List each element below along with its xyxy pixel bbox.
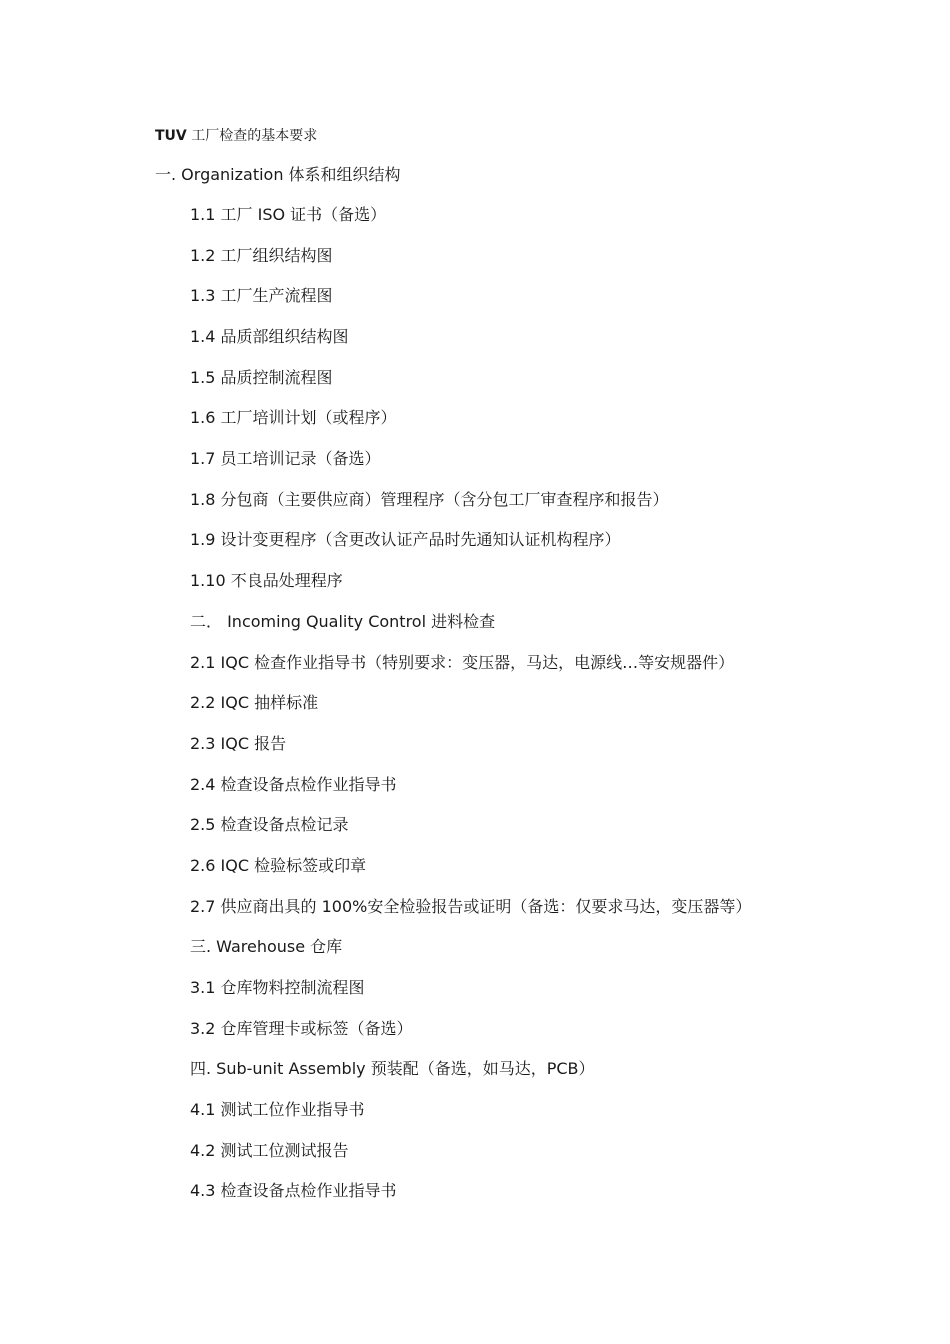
- list-item: 1.4 品质部组织结构图: [190, 327, 349, 346]
- list-item: 2.6 IQC 检验标签或印章: [190, 856, 367, 875]
- title-rest: 工厂检查的基本要求: [186, 128, 318, 144]
- section-heading-sub-unit-assembly: 四. Sub-unit Assembly 预装配（备选，如马达，PCB）: [190, 1059, 595, 1078]
- list-item: 1.9 设计变更程序（含更改认证产品时先通知认证机构程序）: [190, 530, 621, 549]
- section-heading-incoming-quality: 二． Incoming Quality Control 进料检查: [190, 612, 496, 631]
- list-item: 1.6 工厂培训计划（或程序）: [190, 408, 397, 427]
- list-item: 4.2 测试工位测试报告: [190, 1141, 349, 1160]
- list-item: 1.5 品质控制流程图: [190, 368, 333, 387]
- list-item: 1.10 不良品处理程序: [190, 571, 343, 590]
- list-item: 2.3 IQC 报告: [190, 734, 287, 753]
- list-item: 1.7 员工培训记录（备选）: [190, 449, 381, 468]
- list-item: 3.2 仓库管理卡或标签（备选）: [190, 1019, 413, 1038]
- list-item: 2.1 IQC 检查作业指导书（特别要求：变压器，马达，电源线…等安规器件）: [190, 653, 735, 672]
- list-item: 1.3 工厂生产流程图: [190, 286, 333, 305]
- list-item: 1.2 工厂组织结构图: [190, 246, 333, 265]
- list-item: 3.1 仓库物料控制流程图: [190, 978, 365, 997]
- list-item: 4.3 检查设备点检作业指导书: [190, 1181, 397, 1200]
- title-prefix: TUV: [155, 128, 187, 144]
- list-item: 2.2 IQC 抽样标准: [190, 693, 319, 712]
- list-item: 1.1 工厂 ISO 证书（备选）: [190, 205, 387, 224]
- list-item: 2.4 检查设备点检作业指导书: [190, 775, 397, 794]
- list-item: 1.8 分包商（主要供应商）管理程序（含分包工厂审查程序和报告）: [190, 490, 669, 509]
- section-heading-organization: 一. Organization 体系和组织结构: [155, 165, 401, 184]
- list-item: 2.7 供应商出具的 100%安全检验报告或证明（备选：仅要求马达，变压器等）: [190, 897, 752, 916]
- list-item: 4.1 测试工位作业指导书: [190, 1100, 365, 1119]
- list-item: 2.5 检查设备点检记录: [190, 815, 349, 834]
- document-title: [155, 126, 317, 146]
- section-heading-warehouse: 三. Warehouse 仓库: [190, 937, 343, 956]
